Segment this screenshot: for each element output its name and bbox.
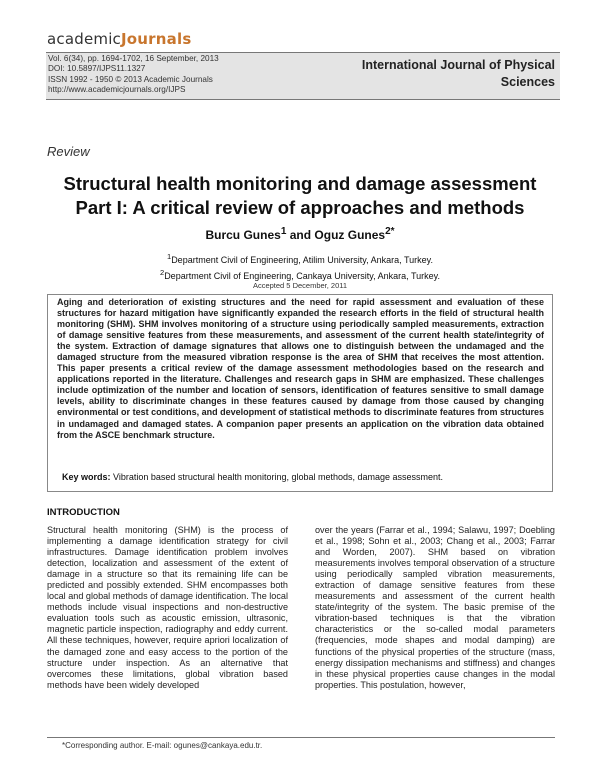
- logo-text-journals: Journals: [121, 30, 192, 48]
- keywords: [62, 472, 542, 482]
- footnote-divider: [47, 737, 555, 738]
- paper-title: [40, 172, 560, 220]
- keywords-text: Vibration based structural health monitoring, global methods, damage assessment.: [110, 472, 444, 482]
- journal-name-line1: International Journal of Physical: [361, 58, 555, 72]
- author-2-affil-mark: 2*: [385, 226, 395, 237]
- journal-url[interactable]: http://www.academicjournals.org/IJPS: [48, 85, 186, 95]
- body-column-right: over the years (Farrar et al., 1994; Salawu, 1997; Doebling et al., 1998; Sohn et al., 2003; Chang et al., 2003; Farrar and Worden, 2007). SHM based on vibration measurements involves temporal observation of a structure using periodically sampled vibration measurements, extraction of damage sensitive features from these measurements and assessment of the current health state/integrity of the system. The basic premise of the vibration-based techniques is that the vibration characteristics or the so-called modal parameters (frequencies, mode shapes and modal damping) are functions of the physical properties of the structure (mass, energy dissipation mechanisms and stiffness) and changes in these physical properties cause changes in the modal properties. This postulation, however,: [315, 525, 555, 690]
- accepted-date: Accepted 5 December, 2011: [252, 281, 348, 290]
- author-conjunction: and: [286, 228, 315, 242]
- title-line-1: Structural health monitoring and damage assessment: [63, 173, 537, 194]
- author-list: [0, 226, 600, 242]
- author-1-affil-mark: 1: [280, 226, 287, 237]
- section-heading-introduction: INTRODUCTION: [47, 507, 120, 518]
- author-1: Burcu Gunes: [205, 228, 281, 242]
- issn-line: ISSN 1992 - 1950 © 2013 Academic Journals: [48, 74, 213, 84]
- journal-name: [295, 57, 555, 91]
- body-column-left: Structural health monitoring (SHM) is the process of implementing a damage identification strategy for civil infrastructures. Damage identification problem involves detection, localization and assessment of the extent of damage in a structure so that its remaining life can be predicted and possibly extended. SHM encompasses both local and global methods of damage identification. The local methods include visual inspections and non-destructive evaluation tools such as acoustic emission, ultrasonic, magnetic particle inspection, radiography and eddy current. All these techniques, however, require apriori localization of the damaged zone and easy access to the portion of the structure under inspection. As an alternative that overcomes these limitations, global vibration based methods have been widely developed: [47, 525, 288, 690]
- abstract-text: Aging and deterioration of existing structures and the need for rapid assessment and evaluation of these structures for hazard mitigation have significantly expanded the research efforts in the field of structural health monitoring (SHM). SHM involves monitoring of a structure using periodically sampled measurements, extraction of damage sensitive features from these measurements, and assessment of the current health state/integrity of the system. Extraction of damage signatures that allows one to distinguish between the undamaged and the damaged structure from the measured vibration response is the area of SHM that receives the most attention. This paper presents a critical review of the damage assessment methodologies based on the research and applications reported in the literature. Challenges and research gaps in SHM are emphasized. These challenges include optimization of the number and location of sensors, identification of features sensitive to small damage levels, ability to discriminate changes in these features caused by damage from those caused by changing environmental or test conditions, and development of statistical methods to discriminate features from structures in undamaged and damaged states. A companion paper presents an application on the vibration data obtained from the ASCE benchmark structure.: [57, 297, 544, 440]
- publication-info: [48, 54, 219, 96]
- doi-line: DOI: 10.5897/IJPS11.1327: [48, 64, 146, 74]
- article-type: Review: [47, 144, 90, 159]
- keywords-label: Key words:: [62, 472, 111, 482]
- publisher-logo: [47, 30, 191, 48]
- volume-line: Vol. 6(34), pp. 1694-1702, 16 September, 2013: [48, 54, 219, 63]
- affiliation-1: $^1$Department Civil of Engineering, Atilim University, Ankara, Turkey.: [167, 252, 433, 265]
- corresponding-author-footnote: *Corresponding author. E-mail: ogunes@cankaya.edu.tr.: [62, 741, 263, 750]
- affiliations: [0, 251, 600, 282]
- title-line-2: Part I: A critical review of approaches and methods: [75, 197, 525, 218]
- journal-name-line2: Sciences: [500, 75, 555, 89]
- author-2: Oguz Gunes: [314, 228, 386, 242]
- affiliation-2: $^2$Department Civil of Engineering, Cankaya University, Ankara, Turkey.: [160, 267, 440, 281]
- logo-text-academic: academic: [47, 30, 122, 48]
